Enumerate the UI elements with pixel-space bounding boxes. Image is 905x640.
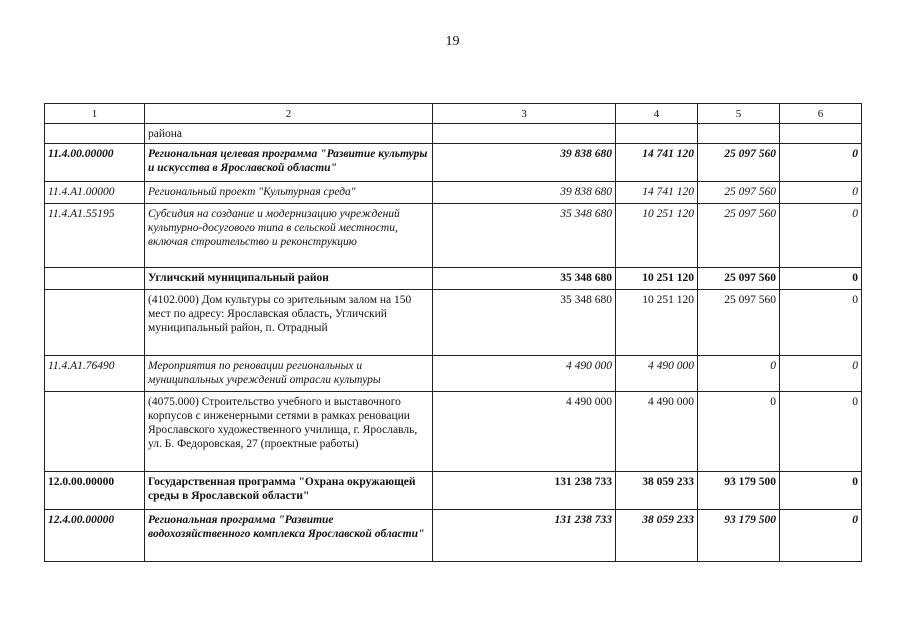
header-cell: 1 xyxy=(45,104,145,124)
row-code xyxy=(45,392,145,472)
header-cell: 5 xyxy=(698,104,780,124)
row-value-col3: 39 838 680 xyxy=(433,144,616,182)
table-row xyxy=(45,144,862,182)
table-row xyxy=(45,182,862,204)
row-code: 11.4.A1.76490 xyxy=(45,356,145,392)
row-value-col6: 0 xyxy=(780,356,862,392)
row-value-col3: 4 490 000 xyxy=(433,392,616,472)
row-value-col4: 38 059 233 xyxy=(616,472,698,510)
row-value-col6: 0 xyxy=(780,182,862,204)
row-code: 11.4.00.00000 xyxy=(45,144,145,182)
row-value-col6: 0 xyxy=(780,144,862,182)
row-value-col4: 38 059 233 xyxy=(616,510,698,562)
row-value-col5: 93 179 500 xyxy=(698,510,780,562)
row-name: Субсидия на создание и модернизацию учреждений культурно-досугового типа в сельской местности, включая строительство и реконструкцию xyxy=(145,204,433,268)
row-value-col3: 35 348 680 xyxy=(433,268,616,290)
row-code xyxy=(45,290,145,356)
table-row xyxy=(45,204,862,268)
row-value-col3: 39 838 680 xyxy=(433,182,616,204)
table-row xyxy=(45,290,862,356)
row-name: Угличский муниципальный район xyxy=(145,268,433,290)
row-name: Региональный проект "Культурная среда" xyxy=(145,182,433,204)
row-name: Государственная программа "Охрана окружающей среды в Ярославской области" xyxy=(145,472,433,510)
header-cell: 4 xyxy=(616,104,698,124)
row-value-col4: 14 741 120 xyxy=(616,144,698,182)
header-cell: 2 xyxy=(145,104,433,124)
row-value-col3 xyxy=(433,124,616,144)
row-value-col5: 0 xyxy=(698,356,780,392)
row-code: 11.4.A1.55195 xyxy=(45,204,145,268)
row-value-col6: 0 xyxy=(780,472,862,510)
row-value-col4: 10 251 120 xyxy=(616,268,698,290)
row-value-col6 xyxy=(780,124,862,144)
row-value-col4: 10 251 120 xyxy=(616,290,698,356)
row-code xyxy=(45,124,145,144)
header-cell: 3 xyxy=(433,104,616,124)
row-value-col3: 35 348 680 xyxy=(433,204,616,268)
table-row xyxy=(45,356,862,392)
row-value-col4 xyxy=(616,124,698,144)
row-value-col5 xyxy=(698,124,780,144)
row-code xyxy=(45,268,145,290)
row-value-col4: 4 490 000 xyxy=(616,356,698,392)
row-value-col3: 4 490 000 xyxy=(433,356,616,392)
row-name: района xyxy=(145,124,433,144)
page-number: 19 xyxy=(445,34,460,49)
row-name: Мероприятия по реновации региональных и муниципальных учреждений отрасли культуры xyxy=(145,356,433,392)
table-row xyxy=(45,510,862,562)
row-code: 12.0.00.00000 xyxy=(45,472,145,510)
table-row xyxy=(45,124,862,144)
row-value-col5: 0 xyxy=(698,392,780,472)
row-value-col5: 25 097 560 xyxy=(698,290,780,356)
row-code: 11.4.A1.00000 xyxy=(45,182,145,204)
row-value-col3: 131 238 733 xyxy=(433,472,616,510)
row-value-col5: 25 097 560 xyxy=(698,268,780,290)
row-value-col5: 25 097 560 xyxy=(698,204,780,268)
budget-table xyxy=(44,103,862,562)
header-cell: 6 xyxy=(780,104,862,124)
row-code: 12.4.00.00000 xyxy=(45,510,145,562)
row-value-col6: 0 xyxy=(780,290,862,356)
row-value-col3: 35 348 680 xyxy=(433,290,616,356)
row-name: (4102.000) Дом культуры со зрительным залом на 150 мест по адресу: Ярославская область, Угличский муниципальный район, п. Отрадный xyxy=(145,290,433,356)
table-row xyxy=(45,268,862,290)
row-name: (4075.000) Строительство учебного и выставочного корпусов с инженерными сетями в рамках реновации Ярославского художественного училища, г. Ярославль, ул. Б. Федоровская, 27 (проектные работы) xyxy=(145,392,433,472)
row-value-col3: 131 238 733 xyxy=(433,510,616,562)
row-name: Региональная целевая программа "Развитие культуры и искусства в Ярославской области" xyxy=(145,144,433,182)
row-value-col4: 4 490 000 xyxy=(616,392,698,472)
row-value-col5: 25 097 560 xyxy=(698,182,780,204)
row-value-col5: 93 179 500 xyxy=(698,472,780,510)
row-value-col6: 0 xyxy=(780,510,862,562)
row-value-col5: 25 097 560 xyxy=(698,144,780,182)
row-value-col4: 10 251 120 xyxy=(616,204,698,268)
table-row xyxy=(45,472,862,510)
row-name: Региональная программа "Развитие водохозяйственного комплекса Ярославской области" xyxy=(145,510,433,562)
row-value-col6: 0 xyxy=(780,204,862,268)
table-header-row xyxy=(45,104,862,124)
row-value-col6: 0 xyxy=(780,268,862,290)
row-value-col6: 0 xyxy=(780,392,862,472)
table-row xyxy=(45,392,862,472)
row-value-col4: 14 741 120 xyxy=(616,182,698,204)
